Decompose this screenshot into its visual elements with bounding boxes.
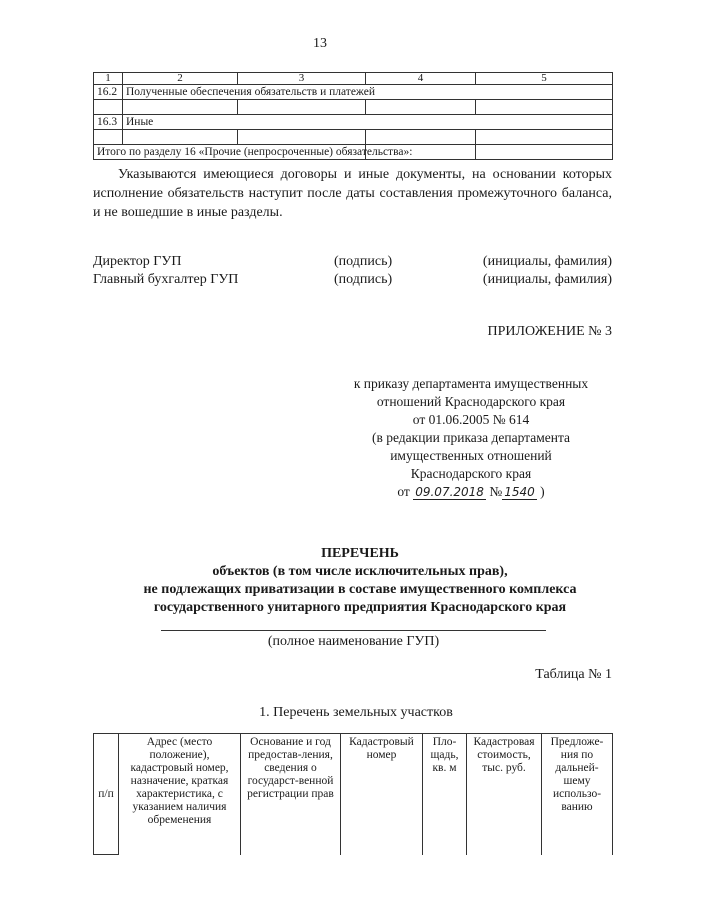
col-header-basis: Основание и год предостав-ления, сведения о государст-венной регистрации прав xyxy=(241,734,341,855)
row-number: 16.3 xyxy=(94,115,123,130)
title-line: не подлежащих приватизации в составе имущественного комплекса xyxy=(143,582,577,597)
table-number: Таблица № 1 xyxy=(535,667,612,682)
col-header-area: Пло-щадь, кв. м xyxy=(423,734,467,855)
director-role: Директор ГУП xyxy=(93,254,182,269)
page-number: 13 xyxy=(313,36,327,51)
explanatory-note xyxy=(93,165,612,222)
order-date-line: от 09.07.2018 № 1540 ) xyxy=(397,484,545,499)
order-reference xyxy=(330,375,612,501)
col-header: 4 xyxy=(366,73,476,85)
title-line: объектов (в том числе исключительных прав), xyxy=(212,564,508,579)
order-line: от 01.06.2005 № 614 xyxy=(412,412,530,427)
note-text: Указываются имеющиеся договоры и иные документы, на основании которых исполнение обязательств наступит после даты составления промежуточного баланса, и не вошедшие в иные разделы. xyxy=(93,167,612,220)
total-label: Итого по разделу 16 «Прочие (непросроченные) обязательства»: xyxy=(94,145,366,160)
liabilities-table xyxy=(93,72,613,160)
accountant-name: (инициалы, фамилия) xyxy=(482,272,612,287)
land-plots-table xyxy=(93,733,613,855)
table-row-empty xyxy=(94,130,613,145)
col-header: 3 xyxy=(238,73,366,85)
document-title xyxy=(60,545,660,617)
table-row-empty xyxy=(94,100,613,115)
col-header-cadastral-value: Кадастровая стоимость, тыс. руб. xyxy=(467,734,542,855)
table-header-row xyxy=(94,73,613,85)
col-header: 1 xyxy=(94,73,123,85)
col-header: 2 xyxy=(123,73,238,85)
table-header-row xyxy=(94,734,613,855)
row-label: Полученные обеспечения обязательств и платежей xyxy=(123,85,613,100)
director-name: (инициалы, фамилия) xyxy=(482,254,612,269)
col-header-number: п/п xyxy=(94,734,119,855)
order-line: (в редакции приказа департамента xyxy=(371,430,571,445)
fullname-caption: (полное наименование ГУП) xyxy=(267,634,440,649)
order-line: имущественных отношений xyxy=(390,448,552,463)
row-label: Иные xyxy=(123,115,613,130)
col-header-address: Адрес (место положение), кадастровый номер, назначение, краткая характеристика, с указанием наличия обременения xyxy=(119,734,241,855)
appendix-title: ПРИЛОЖЕНИЕ № 3 xyxy=(487,324,612,339)
accountant-role: Главный бухгалтер ГУП xyxy=(93,272,239,287)
order-line: отношений Краснодарского края xyxy=(376,394,566,409)
table-total-row xyxy=(94,145,613,160)
handwritten-date: 09.07.2018 xyxy=(415,485,484,499)
row-number: 16.2 xyxy=(94,85,123,100)
order-line: к приказу департамента имущественных xyxy=(353,376,589,391)
handwritten-number: 1540 xyxy=(504,485,535,499)
table-row xyxy=(94,85,613,100)
director-signature: (подпись) xyxy=(334,254,393,269)
title-line: ПЕРЕЧЕНЬ xyxy=(321,546,399,561)
section-title: 1. Перечень земельных участков xyxy=(259,705,453,720)
col-header-cadastral-number: Кадастровый номер xyxy=(341,734,423,855)
fullname-underline xyxy=(161,630,546,631)
title-line: государственного унитарного предприятия Краснодарского края xyxy=(153,600,567,615)
col-header: 5 xyxy=(476,73,613,85)
order-line: Краснодарского края xyxy=(410,466,532,481)
col-header-proposals: Предложе-ния по дальней-шему использо-ванию xyxy=(542,734,613,855)
accountant-signature: (подпись) xyxy=(334,272,393,287)
table-row xyxy=(94,115,613,130)
